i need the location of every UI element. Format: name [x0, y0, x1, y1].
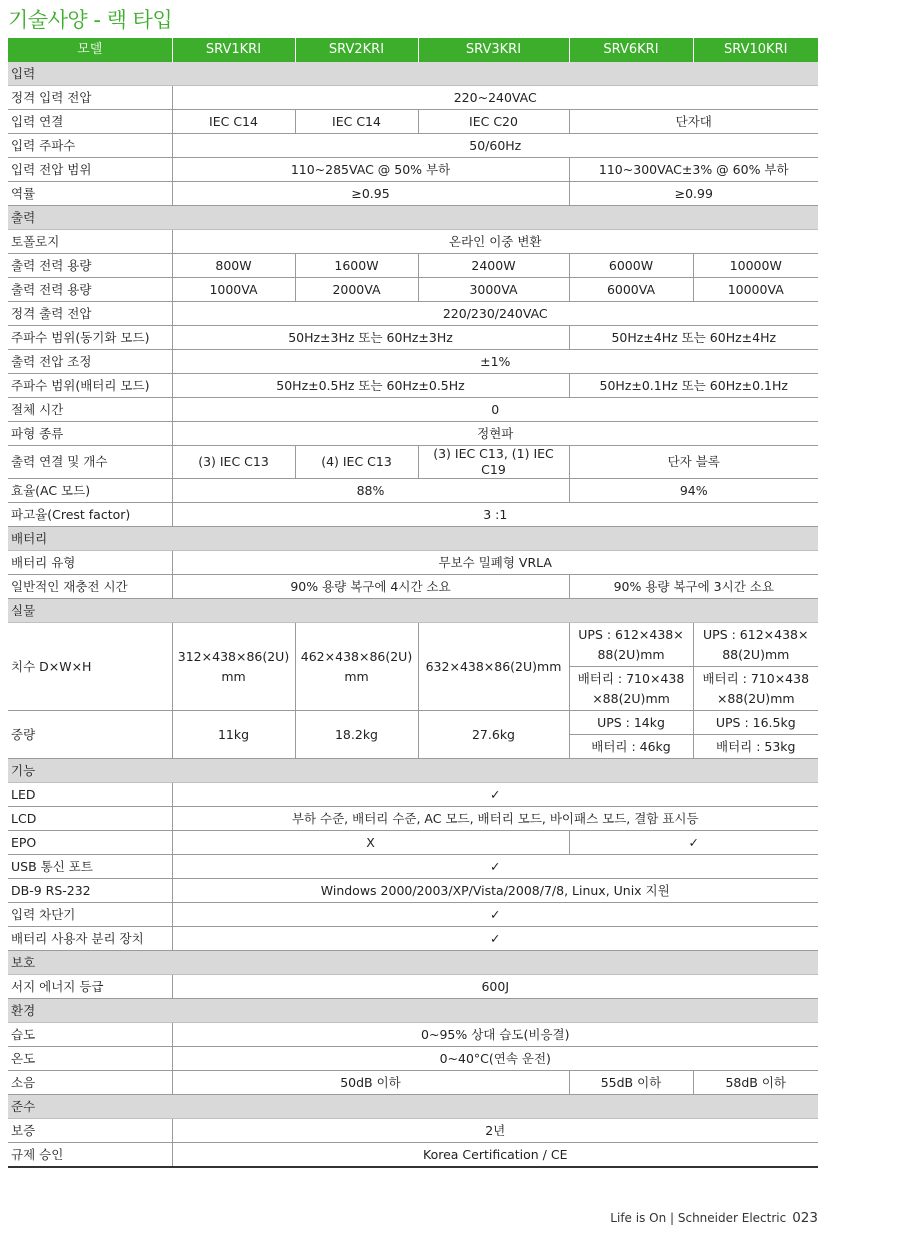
row-label: 습도: [8, 1023, 172, 1047]
row-label: 보증: [8, 1119, 172, 1143]
spec-table: [8, 38, 818, 1168]
row-label: 정격 출력 전압: [8, 302, 172, 326]
cell-dims-3: 632×438×86(2U)mm: [418, 623, 569, 711]
cell: 배터리 : 53kg: [693, 735, 818, 759]
cell: 3000VA: [418, 278, 569, 302]
row-label: LED: [8, 783, 172, 807]
table-row: [8, 158, 818, 182]
check-icon: ✓: [172, 855, 818, 879]
table-row: [8, 1143, 818, 1168]
section-compliance: [8, 1095, 818, 1119]
cell: IEC C20: [418, 110, 569, 134]
header-model: 모델: [8, 38, 172, 62]
cell: 단자 블록: [569, 446, 818, 479]
cell: (3) IEC C13, (1) IEC C19: [418, 446, 569, 479]
dims-5-ups-line2: 88(2U)mm: [722, 646, 790, 662]
cell-dims-5-batt: [693, 667, 818, 711]
dims-1-line1: 312×438×86(2U): [177, 648, 290, 664]
cell: 220/230/240VAC: [172, 302, 818, 326]
cell: 0~40°C(연속 운전): [172, 1047, 818, 1071]
table-row: [8, 575, 818, 599]
cell: 단자대: [569, 110, 818, 134]
section-environment: [8, 999, 818, 1023]
dims-5-ups-line1: UPS : 612×438×: [703, 626, 809, 642]
cell: IEC C14: [295, 110, 418, 134]
cell: 0~95% 상대 습도(비응결): [172, 1023, 818, 1047]
row-label: 온도: [8, 1047, 172, 1071]
cell: (3) IEC C13: [172, 446, 295, 479]
section-title: 기능: [8, 759, 818, 783]
page-number: 023: [792, 1210, 818, 1226]
section-title: 실물: [8, 599, 818, 623]
cell: 55dB 이하: [569, 1071, 693, 1095]
table-row: [8, 975, 818, 999]
cell: 2400W: [418, 254, 569, 278]
cell: 1600W: [295, 254, 418, 278]
table-row: [8, 927, 818, 951]
row-label: 서지 에너지 등급: [8, 975, 172, 999]
page-title: 기술사양 - 랙 타입: [8, 8, 173, 32]
cell: 정현파: [172, 422, 818, 446]
table-row: [8, 326, 818, 350]
cell-dims-4-batt: [569, 667, 693, 711]
cell: 10000W: [693, 254, 818, 278]
table-row: [8, 479, 818, 503]
cell: 220~240VAC: [172, 86, 818, 110]
cell: 90% 용량 복구에 3시간 소요: [569, 575, 818, 599]
row-label: 입력 전압 범위: [8, 158, 172, 182]
cell: 50Hz±4Hz 또는 60Hz±4Hz: [569, 326, 818, 350]
table-row: [8, 422, 818, 446]
section-title: 배터리: [8, 527, 818, 551]
check-icon: ✓: [172, 783, 818, 807]
table-row: [8, 350, 818, 374]
row-label: 입력 주파수: [8, 134, 172, 158]
cell-dims-5-ups: [693, 623, 818, 667]
table-row: [8, 398, 818, 422]
table-row: [8, 807, 818, 831]
table-row: [8, 879, 818, 903]
section-input: [8, 62, 818, 86]
table-row: [8, 1023, 818, 1047]
row-label: 중량: [8, 711, 172, 759]
section-title: 준수: [8, 1095, 818, 1119]
cell: 배터리 : 46kg: [569, 735, 693, 759]
cell: 온라인 이중 변환: [172, 230, 818, 254]
table-row: [8, 302, 818, 326]
cell: 50Hz±0.5Hz 또는 60Hz±0.5Hz: [172, 374, 569, 398]
cell: 2000VA: [295, 278, 418, 302]
cell: 600J: [172, 975, 818, 999]
cell-dims-2: [295, 623, 418, 711]
section-features: [8, 759, 818, 783]
cell: IEC C14: [172, 110, 295, 134]
dims-4-ups-line2: 88(2U)mm: [597, 646, 665, 662]
header-srv6kri: SRV6KRI: [569, 38, 693, 62]
section-output: [8, 206, 818, 230]
cell: 50Hz±3Hz 또는 60Hz±3Hz: [172, 326, 569, 350]
cell: 27.6kg: [418, 711, 569, 759]
cell: 50dB 이하: [172, 1071, 569, 1095]
header-srv3kri: SRV3KRI: [418, 38, 569, 62]
cell: 88%: [172, 479, 569, 503]
table-row: [8, 831, 818, 855]
row-label: 규제 승인: [8, 1143, 172, 1168]
cross-icon: X: [172, 831, 569, 855]
table-row: [8, 110, 818, 134]
row-label: USB 통신 포트: [8, 855, 172, 879]
row-label: LCD: [8, 807, 172, 831]
row-label: 절체 시간: [8, 398, 172, 422]
table-row: [8, 254, 818, 278]
cell-dims-1: [172, 623, 295, 711]
table-row: [8, 1071, 818, 1095]
header-srv2kri: SRV2KRI: [295, 38, 418, 62]
table-row: [8, 278, 818, 302]
cell: (4) IEC C13: [295, 446, 418, 479]
row-label: DB-9 RS-232: [8, 879, 172, 903]
dims-4-batt-line1: 배터리 : 710×438: [577, 670, 685, 686]
row-label: 정격 입력 전압: [8, 86, 172, 110]
dims-5-batt-line2: ×88(2U)mm: [716, 690, 795, 706]
header-row: [8, 38, 818, 62]
table-row: [8, 182, 818, 206]
check-icon: ✓: [172, 927, 818, 951]
cell: 6000VA: [569, 278, 693, 302]
row-label: 파형 종류: [8, 422, 172, 446]
cell: 10000VA: [693, 278, 818, 302]
table-row: [8, 855, 818, 879]
cell: UPS : 14kg: [569, 711, 693, 735]
cell: 94%: [569, 479, 818, 503]
table-row: [8, 903, 818, 927]
row-label: 주파수 범위(배터리 모드): [8, 374, 172, 398]
table-row: [8, 230, 818, 254]
check-icon: ✓: [172, 903, 818, 927]
table-row: [8, 783, 818, 807]
cell: Korea Certification / CE: [172, 1143, 818, 1168]
table-row: [8, 1047, 818, 1071]
cell: 18.2kg: [295, 711, 418, 759]
dims-1-line2: mm: [221, 668, 246, 684]
table-row: [8, 711, 818, 735]
row-label: 치수 D×W×H: [8, 623, 172, 711]
header-srv10kri: SRV10KRI: [693, 38, 818, 62]
row-label: 출력 전력 용량: [8, 254, 172, 278]
dims-4-ups-line1: UPS : 612×438×: [578, 626, 684, 642]
table-row: [8, 374, 818, 398]
row-label: 입력 차단기: [8, 903, 172, 927]
dims-5-batt-line1: 배터리 : 710×438: [702, 670, 810, 686]
row-label: 출력 전력 용량: [8, 278, 172, 302]
footer-brand: Life is On | Schneider Electric: [610, 1211, 787, 1225]
table-row: [8, 551, 818, 575]
row-label: EPO: [8, 831, 172, 855]
cell: 50/60Hz: [172, 134, 818, 158]
row-label: 출력 연결 및 개수: [8, 446, 172, 479]
row-label: 배터리 유형: [8, 551, 172, 575]
section-protection: [8, 951, 818, 975]
header-srv1kri: SRV1KRI: [172, 38, 295, 62]
table-row: [8, 134, 818, 158]
row-label: 효율(AC 모드): [8, 479, 172, 503]
cell: 0: [172, 398, 818, 422]
row-label: 역률: [8, 182, 172, 206]
cell: ±1%: [172, 350, 818, 374]
table-row: [8, 1119, 818, 1143]
cell: 2년: [172, 1119, 818, 1143]
cell: 58dB 이하: [693, 1071, 818, 1095]
dims-2-line2: mm: [344, 668, 369, 684]
page-footer: [610, 1210, 818, 1226]
cell: 1000VA: [172, 278, 295, 302]
cell: ≥0.95: [172, 182, 569, 206]
row-label: 출력 전압 조정: [8, 350, 172, 374]
cell: 90% 용량 복구에 4시간 소요: [172, 575, 569, 599]
table-row: [8, 503, 818, 527]
cell: ≥0.99: [569, 182, 818, 206]
table-row: [8, 86, 818, 110]
table-row: [8, 446, 818, 479]
section-title: 출력: [8, 206, 818, 230]
cell: 110~300VAC±3% @ 60% 부하: [569, 158, 818, 182]
row-label: 소음: [8, 1071, 172, 1095]
row-label: 주파수 범위(동기화 모드): [8, 326, 172, 350]
section-title: 환경: [8, 999, 818, 1023]
section-battery: [8, 527, 818, 551]
row-label: 파고율(Crest factor): [8, 503, 172, 527]
row-label: 토폴로지: [8, 230, 172, 254]
cell: 6000W: [569, 254, 693, 278]
row-label: 일반적인 재충전 시간: [8, 575, 172, 599]
cell: Windows 2000/2003/XP/Vista/2008/7/8, Linux, Unix 지원: [172, 879, 818, 903]
row-label: 입력 연결: [8, 110, 172, 134]
section-title: 입력: [8, 62, 818, 86]
section-title: 보호: [8, 951, 818, 975]
dims-2-line1: 462×438×86(2U): [300, 648, 413, 664]
check-icon: ✓: [569, 831, 818, 855]
section-physical: [8, 599, 818, 623]
cell: 부하 수준, 배터리 수준, AC 모드, 배터리 모드, 바이패스 모드, 결함 표시등: [172, 807, 818, 831]
dims-4-batt-line2: ×88(2U)mm: [592, 690, 670, 706]
cell: 50Hz±0.1Hz 또는 60Hz±0.1Hz: [569, 374, 818, 398]
cell: 800W: [172, 254, 295, 278]
cell-dims-4-ups: [569, 623, 693, 667]
table-row: [8, 623, 818, 667]
cell: UPS : 16.5kg: [693, 711, 818, 735]
cell: 무보수 밀폐형 VRLA: [172, 551, 818, 575]
cell: 110~285VAC @ 50% 부하: [172, 158, 569, 182]
cell: 11kg: [172, 711, 295, 759]
row-label: 배터리 사용자 분리 장치: [8, 927, 172, 951]
cell: 3 :1: [172, 503, 818, 527]
